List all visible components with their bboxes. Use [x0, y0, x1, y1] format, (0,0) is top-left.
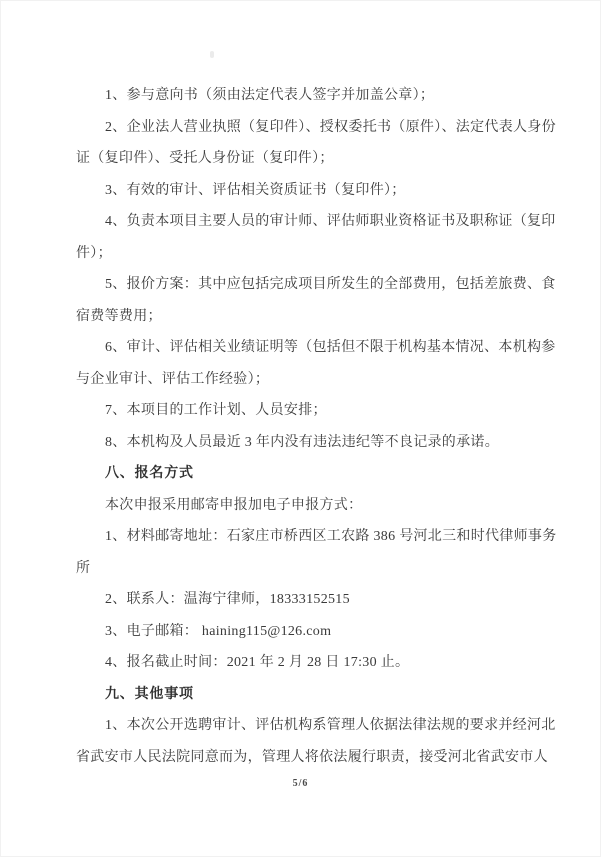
text-line: 证（复印件）、受托人身份证（复印件）； [76, 151, 334, 166]
text-line: 省武安市人民法院同意而为，管理人将依法履行职责，接受河北省武安市人 [76, 749, 548, 765]
section-heading: 九、其他事项 [105, 686, 194, 702]
text-line: 2、企业法人营业执照（复印件）、授权委托书（原件）、法定代表人身份 [105, 119, 556, 135]
text-line: 1、参与意向书（须由法定代表人签字并加盖公章）； [105, 88, 435, 103]
text-line: 8、本机构及人员最近 3 年内没有违法违纪等不良记录的承诺。 [105, 434, 499, 450]
scan-artifact-dot [210, 51, 214, 58]
text-line: 4、负责本项目主要人员的审计师、评估师职业资格证书及职称证（复印 [105, 214, 556, 229]
section-heading: 八、报名方式 [105, 466, 194, 481]
text-line: 件）； [76, 245, 112, 261]
text-line: 所 [76, 560, 91, 576]
text-line: 1、本次公开选聘审计、评估机构系管理人依据法律法规的要求并经河北 [105, 718, 556, 733]
text-line: 与企业审计、评估工作经验）； [76, 371, 270, 387]
text-line: 3、电子邮箱： haining115@126.com [105, 623, 332, 639]
text-line: 宿费等费用； [76, 308, 162, 324]
document-body [76, 80, 601, 773]
text-line: 本次申报采用邮寄申报加电子申报方式： [105, 497, 363, 513]
text-line: 5、报价方案：其中应包括完成项目所发生的全部费用，包括差旅费、食 [105, 277, 556, 292]
text-line: 7、本项目的工作计划、人员安排； [105, 403, 327, 418]
page-number: 5/6 [292, 778, 309, 789]
text-line: 4、报名截止时间：2021 年 2 月 28 日 17:30 止。 [105, 655, 410, 670]
text-line: 3、有效的审计、评估相关资质证书（复印件）； [105, 182, 406, 198]
text-line: 2、联系人：温海宁律师，18333152515 [105, 592, 350, 607]
text-line: 1、材料邮寄地址：石家庄市桥西区工农路 386 号河北三和时代律师事务 [105, 529, 557, 544]
text-line: 6、审计、评估相关业绩证明等（包括但不限于机构基本情况、本机构参 [105, 340, 556, 355]
